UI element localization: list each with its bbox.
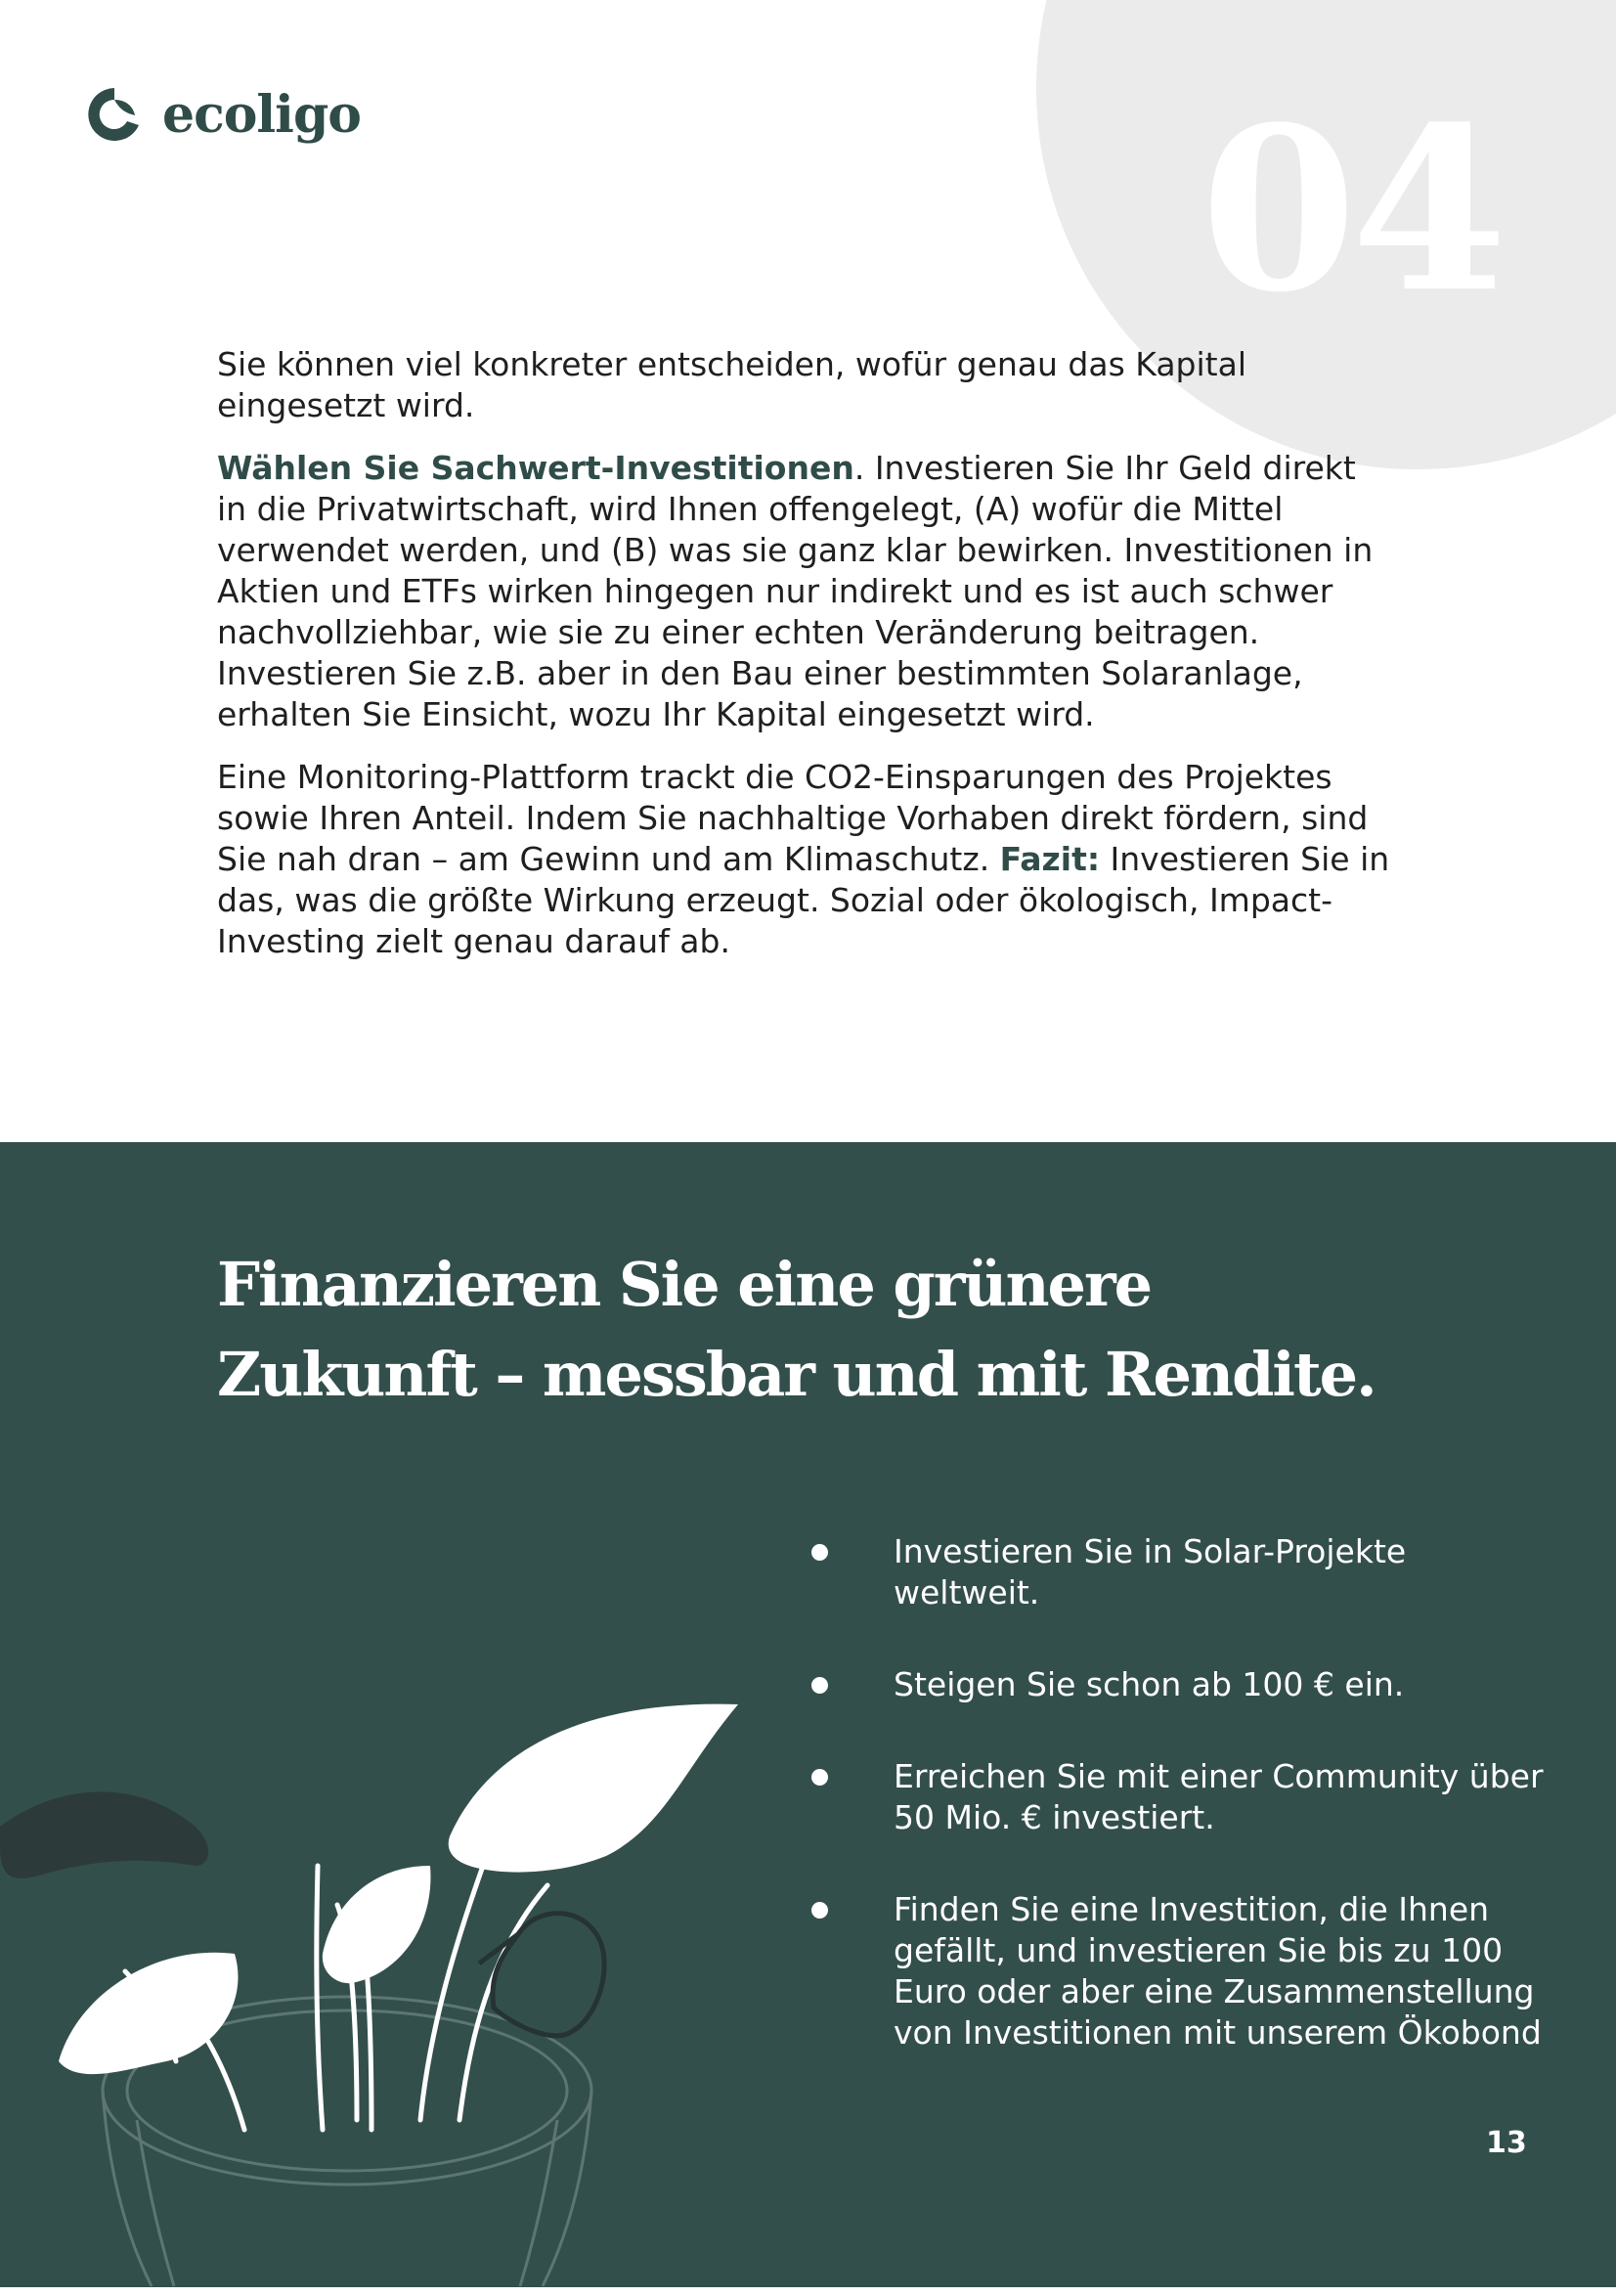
- feature-text: Erreichen Sie mit einer Community über 50 Mio. € investiert.: [894, 1757, 1544, 1836]
- paragraph-3-text-start: Eine Monitoring-Plattform trackt die CO2-Einsparungen des Projektes sowie Ihren Anteil. Indem Sie nachhaltige Vorhaben direkt fördern, sind Sie nah dran – am Gewinn und am Klimaschutz.: [217, 758, 1369, 878]
- feature-item: [809, 1664, 1552, 1705]
- page-number: 13: [1486, 2126, 1527, 2160]
- bullet-dot-icon: [811, 1677, 828, 1694]
- paragraph-3: [217, 757, 1390, 962]
- potted-plant-illustration: [0, 1514, 782, 2296]
- logo: [84, 84, 361, 145]
- chapter-number: 04: [1201, 78, 1503, 342]
- paragraph-2-text: . Investieren Sie Ihr Geld direkt in die Privatwirtschaft, wird Ihnen offengelegt, (A) wofür die Mittel verwendet werden, und (B) was sie ganz klar bewirken. Investitionen in Aktien und ETFs wirken hingegen nur indirekt und es ist auch schwer nachvollziehbar, wie sie zu einer echten Veränderung beitragen. Investieren Sie z.B. aber in den Bau einer bestimmten Solaranlage, erhalten Sie Einsicht, wozu Ihr Kapital eingesetzt wird.: [217, 449, 1374, 733]
- feature-item: [809, 1889, 1552, 2053]
- bullet-dot-icon: [811, 1544, 828, 1561]
- body-text: [217, 344, 1390, 984]
- logo-text: ecoligo: [162, 84, 361, 145]
- feature-item: [809, 1756, 1552, 1838]
- promo-section: [0, 1142, 1616, 2287]
- paragraph-3-text-end: Investieren Sie in das, was die größte Wirkung erzeugt. Sozial oder ökologisch, Impact-Investing zielt genau darauf ab.: [217, 840, 1390, 960]
- promo-headline: [217, 1240, 1439, 1420]
- paragraph-1: [217, 344, 1390, 426]
- paragraph-1-text: Sie können viel konkreter entscheiden, wofür genau das Kapital eingesetzt wird.: [217, 345, 1246, 424]
- feature-text: Steigen Sie schon ab 100 € ein.: [894, 1665, 1405, 1703]
- promo-headline-line-1: Finanzieren Sie eine grünere: [217, 1249, 1152, 1320]
- bullet-dot-icon: [811, 1902, 828, 1919]
- feature-text: Finden Sie eine Investition, die Ihnen gefällt, und investieren Sie bis zu 100 Euro oder aber eine Zusammenstellung von Investitionen mit unserem Ökobond: [894, 1890, 1542, 2052]
- feature-text: Investieren Sie in Solar-Projekte weltweit.: [894, 1532, 1407, 1612]
- promo-headline-line-2: Zukunft – messbar und mit Rendite.: [217, 1339, 1376, 1410]
- bullet-dot-icon: [811, 1769, 828, 1786]
- ecoligo-leaf-icon: [84, 84, 145, 145]
- feature-item: [809, 1531, 1552, 1613]
- feature-list: [809, 1531, 1552, 2104]
- paragraph-2: [217, 448, 1390, 735]
- paragraph-3-emphasis: Fazit:: [999, 840, 1101, 878]
- paragraph-2-emphasis: Wählen Sie Sachwert-Investitionen: [217, 449, 854, 487]
